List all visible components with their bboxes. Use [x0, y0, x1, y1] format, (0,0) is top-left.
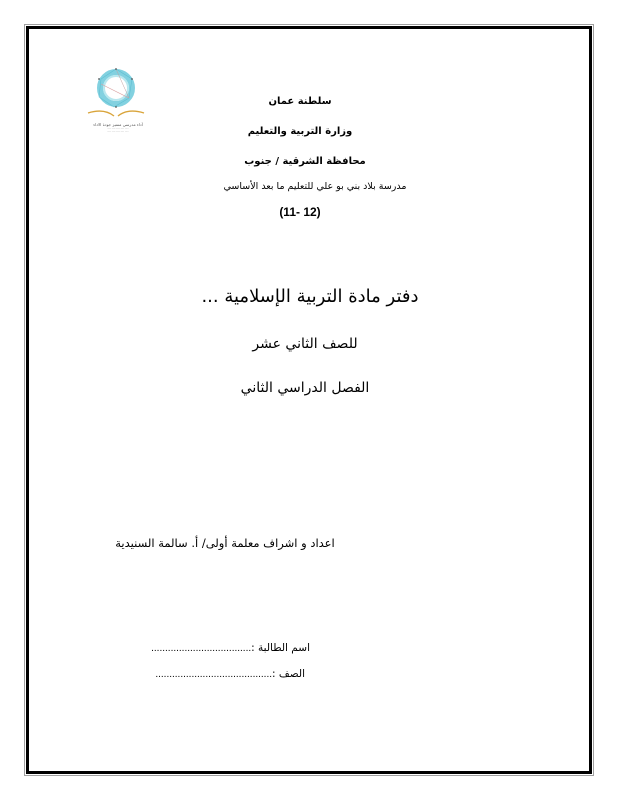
ministry-name: وزارة التربية والتعليم — [247, 126, 353, 137]
grade-range: (11- 12) — [279, 205, 321, 219]
student-name-field[interactable] — [130, 642, 310, 654]
logo-caption-title: أداء مدرسي متميز جودة الاداء — [93, 122, 143, 127]
prepared-by: اعداد و اشراف معلمة أولى/ أ. سالمة السنيدية — [115, 536, 335, 550]
class-label: الصف : — [272, 668, 305, 680]
student-name-blank[interactable]: .................................... — [151, 643, 252, 654]
semester: الفصل الدراسي الثاني — [240, 380, 370, 396]
student-name-label: اسم الطالبة : — [251, 642, 310, 654]
logo-caption — [76, 123, 160, 133]
country-name: سلطنة عمان — [268, 96, 332, 107]
ministry-logo-icon — [86, 68, 146, 118]
governorate-name: محافظة الشرقية / جنوب — [244, 156, 366, 167]
class-field[interactable] — [130, 668, 305, 680]
page-border-inner — [26, 26, 592, 774]
school-name: مدرسة بلاد بني بو علي للتعليم ما بعد الأساسي — [223, 181, 407, 192]
logo-caption-subtitle: ---- ---- ---- ---- ---- — [107, 127, 129, 130]
notebook-title: دفتر مادة التربية الإسلامية ... — [201, 286, 419, 307]
grade-level: للصف الثاني عشر — [252, 336, 358, 352]
class-blank[interactable]: .......................................... — [155, 669, 273, 680]
logo-caption-subtitle-2: ---- ---- ---- ---- ---- — [107, 130, 129, 133]
